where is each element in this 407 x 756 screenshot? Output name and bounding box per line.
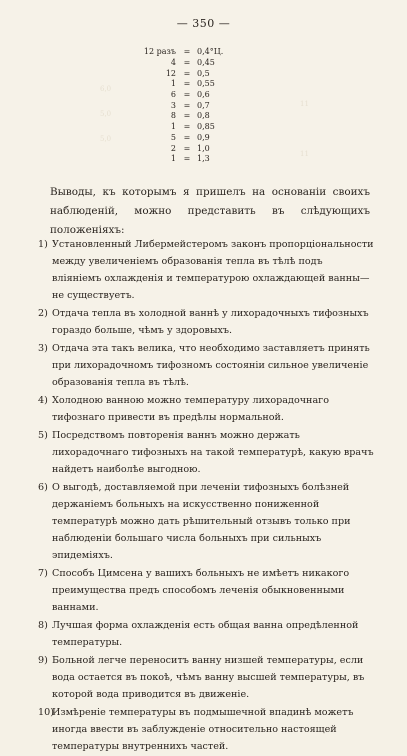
bleed-through-mark: 6,0: [100, 85, 112, 93]
table-row: [142, 143, 282, 154]
value-cell: 0,55: [197, 79, 215, 89]
equals-cell: =: [183, 47, 191, 57]
table-row: [142, 122, 282, 133]
item-text: Измѣреніе температуры въ подмышечной впадинѣ можетъ иногда ввести въ заблужденіе относительно настоящей температуры внутреннихъ частей.: [52, 707, 354, 752]
measurement-table: [142, 47, 282, 165]
count-cell: 2: [170, 143, 176, 153]
value-cell: 0,45: [197, 58, 215, 68]
count-cell: 1: [170, 154, 176, 164]
item-text: Установленный Либермейстеромъ законъ пропорціональности между увеличеніемъ образованія тепла въ тѣлѣ подъ вліяніемъ охлажденія и температурою охлаждающей ванны—не существуетъ.: [52, 239, 374, 301]
equals-cell: =: [183, 79, 191, 89]
count-cell: 1: [170, 122, 176, 132]
item-text: Отдача тепла въ холодной ваннѣ у лихорадочныхъ тифозныхъ гораздо больше, чѣмъ у здоровыхъ.: [52, 308, 369, 336]
equals-cell: =: [183, 111, 191, 121]
value-cell: 1,0: [197, 143, 210, 153]
bleed-through-mark: 5,0: [100, 110, 112, 118]
bleed-through-mark: 11: [300, 100, 309, 108]
list-item: [38, 652, 375, 703]
count-cell: 12: [165, 68, 176, 78]
table-row: [142, 79, 282, 90]
count-cell: 1: [170, 79, 176, 89]
list-item: [38, 704, 375, 755]
item-number: 9): [38, 655, 48, 666]
item-text: Способъ Цимсена у вашихъ больныхъ не имѣетъ никакого преимущества предъ способомъ леченія обыкновенными ваннами.: [52, 568, 350, 613]
table-row: [142, 133, 282, 144]
item-text: Холодною ванною можно температуру лихорадочнаго тифознаго привести въ предѣлы нормальной.: [52, 395, 329, 423]
list-item: [38, 340, 375, 391]
item-text: Посредствомъ повторенія ваннъ можно держать лихорадочнаго тифозныхъ на такой температурѣ, какую врачъ найдетъ наиболѣе выгодною.: [52, 430, 374, 475]
count-cell: 12 разъ: [143, 47, 176, 57]
equals-cell: =: [183, 122, 191, 132]
item-number: 7): [38, 568, 48, 579]
value-cell: 0,4°Ц.: [197, 47, 224, 57]
item-text: О выгодѣ, доставляемой при леченіи тифозныхъ болѣзней держаніемъ больныхъ на искусственно пониженной температурѣ можно дать рѣшительный отзывъ только при наблюденіи большаго числа больныхъ при сильныхъ эпидеміяхъ.: [52, 482, 351, 561]
item-number: 5): [38, 430, 48, 441]
item-number: 1): [38, 239, 48, 250]
value-cell: 0,6: [197, 90, 210, 100]
list-item: [38, 479, 375, 564]
item-number: 6): [38, 482, 48, 493]
conclusions-list: [38, 236, 375, 756]
page-number: — 350 —: [176, 17, 231, 30]
item-number: 8): [38, 620, 48, 631]
item-text: Лучшая форма охлажденія есть общая ванна опредѣленной температуры.: [52, 620, 359, 648]
equals-cell: =: [183, 100, 191, 110]
item-number: 10): [38, 707, 54, 718]
table-row: [142, 90, 282, 101]
value-cell: 1,3: [197, 154, 210, 164]
item-text: Больной легче переноситъ ванну низшей температуры, если вода остается въ покоѣ, чѣмъ ванну высшей температуры, въ которой вода приводится въ движеніе.: [52, 655, 365, 700]
intro-text: Выводы, къ которымъ я пришелъ на основаніи своихъ наблюденій, можно представить въ слѣдующихъ положеніяхъ:: [50, 186, 370, 236]
list-item: [38, 305, 375, 339]
value-cell: 0,85: [197, 122, 215, 132]
value-cell: 0,5: [197, 68, 210, 78]
item-text: Отдача эта такъ велика, что необходимо заставляетъ принять при лихорадочномъ тифозномъ состояніи сильное увеличеніе образованія тепла въ тѣлѣ.: [52, 343, 370, 388]
count-cell: 6: [170, 90, 176, 100]
value-cell: 0,9: [197, 132, 210, 142]
count-cell: 4: [170, 58, 176, 68]
equals-cell: =: [183, 132, 191, 142]
list-item: [38, 617, 375, 651]
equals-cell: =: [183, 90, 191, 100]
table-row: [142, 100, 282, 111]
equals-cell: =: [183, 143, 191, 153]
bleed-through-mark: 11: [300, 150, 309, 158]
value-cell: 0,7: [197, 100, 210, 110]
list-item: [38, 427, 375, 478]
value-cell: 0,8: [197, 111, 210, 121]
equals-cell: =: [183, 58, 191, 68]
item-number: 3): [38, 343, 48, 354]
list-item: [38, 565, 375, 616]
item-number: 2): [38, 308, 48, 319]
equals-cell: =: [183, 68, 191, 78]
count-cell: 3: [170, 100, 176, 110]
list-item: [38, 236, 375, 304]
bleed-through-mark: 5,0: [100, 135, 112, 143]
table-row: [142, 47, 282, 58]
item-number: 4): [38, 395, 48, 406]
intro-paragraph: [50, 183, 370, 240]
list-item: [38, 392, 375, 426]
table-row: [142, 111, 282, 122]
equals-cell: =: [183, 154, 191, 164]
count-cell: 8: [170, 111, 176, 121]
table-row: [142, 68, 282, 79]
table-row: [142, 58, 282, 69]
count-cell: 5: [170, 132, 176, 142]
table-row: [142, 154, 282, 165]
